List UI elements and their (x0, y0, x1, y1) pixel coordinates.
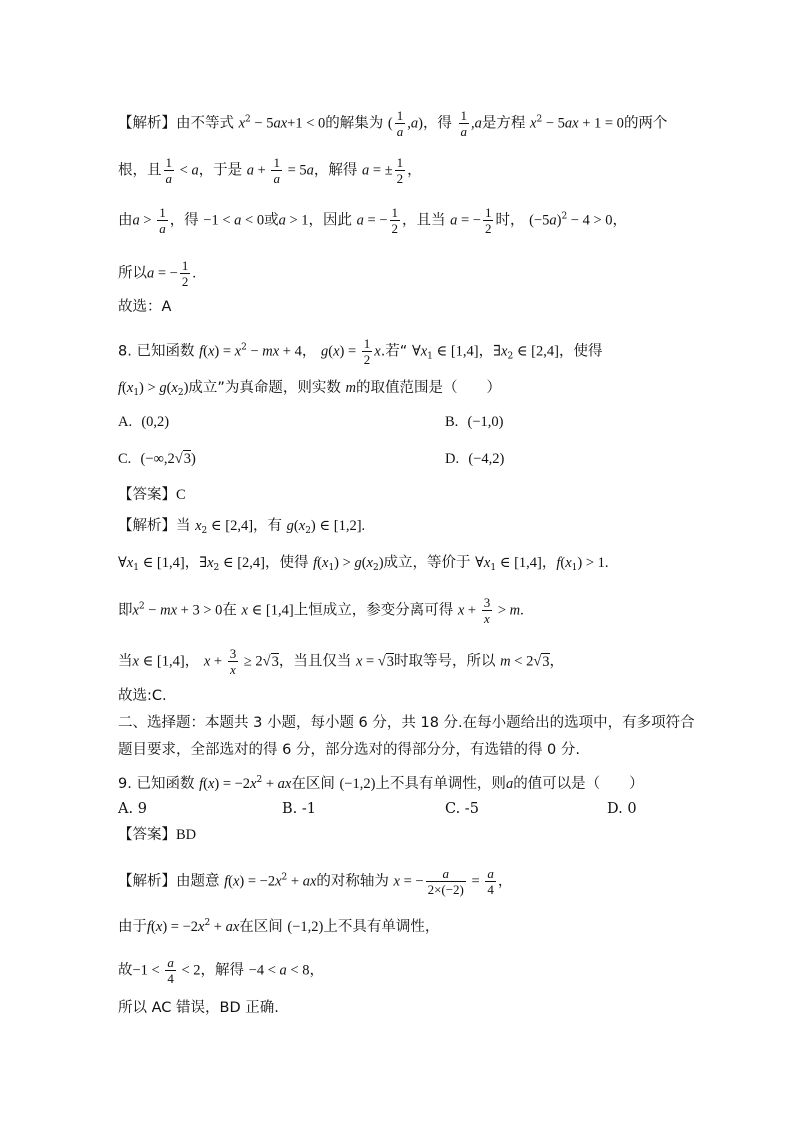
q8-option-b: B. (−1,0) (445, 414, 504, 430)
section-2-heading: 二、选择题：本题共 3 小题，每小题 6 分，共 18 分.在每小题给出的选项中，有多项符合 (118, 715, 695, 731)
q9-option-c: C. -5 (445, 801, 479, 817)
q9-option-a: A. 9 (118, 801, 147, 817)
choice-line-8: 故选:C. (118, 688, 167, 704)
explanation-9-line-3: 故−1 < $\frac{a}{4}$ < 2，解得 −4 < a < 8， (118, 955, 324, 986)
q8-option-d: D. (−4,2) (445, 451, 505, 467)
explanation-8-line-2: $\forall x_1$ ∈ [1,4]，$\exists x_2$ ∈ [2,4]，使得 $f(x_1) > g(x_2)$成立，等价于 $\forall x_1$ ∈ [1,4]，$f(x_1) > 1$. (118, 555, 609, 573)
solution-line-1: 【解析】由不等式 $x^2 - 5ax+1 < 0$的解集为 ( $\frac{1}{a}$ ,a)，得 $\frac{1}{a}$ ,a是方程 $x^2 - 5ax + 1 = 0$的两个 (118, 108, 668, 139)
solution-line-3: 由a > $\frac{1}{a}$ ，得 −1 < a < 0或a > 1，因此 a = − $\frac{1}{2}$ ，且当 a = − $\frac{1}{2}$ 时， $(-5a)^2 - 4 > 0$， (118, 205, 628, 236)
explanation-8-line-4: 当x ∈ [1,4]， x + $\frac{3}{x}$ ≥ 2√3，当且仅当 x = √3时取等号，所以 m < 2√3， (118, 646, 565, 677)
q9-option-d: D. 0 (607, 801, 637, 817)
answer-8: 【答案】C (118, 487, 186, 503)
q8-option-a: A. (0,2) (118, 414, 170, 430)
explanation-9-line-4: 所以 AC 错误，BD 正确. (118, 1000, 279, 1016)
question-9-stem: 9. 已知函数 $f(x) = -2x^2$ + ax在区间 (−1,2)上不具有单调性，则a的值可以是（ ） (118, 775, 644, 792)
explanation-8-line-1: 【解析】当 $x_2$ ∈ [2,4]，有 $g(x_2)$ ∈ [1,2]. (118, 518, 366, 536)
choice-line: 故选：A (118, 299, 172, 315)
question-8-stem-cont: $f(x_1) > g(x_2)$成立”为真命题，则实数 m的取值范围是（ ） (118, 380, 502, 398)
explanation-9-line-2: 由于$f(x) = -2x^2$ + ax在区间 (−1,2)上不具有单调性， (118, 918, 440, 935)
solution-line-2: 根，且 $\frac{1}{a}$ < a，于是 a + $\frac{1}{a}$ = 5a，解得 a = ± $\frac{1}{2}$ ， (118, 155, 422, 186)
solution-line-4: 所以a = − $\frac{1}{2}$ . (118, 258, 196, 289)
section-2-heading-cont: 题目要求，全部选对的得 6 分，部分选对的得部分分，有选错的得 0 分. (118, 742, 580, 758)
explanation-9-line-1: 【解析】由题意 $f(x) = -2x^2$ + ax的对称轴为 x = − $\frac{a}{2\times(-2)}$ = $\frac{a}{4}$ ， (118, 866, 513, 897)
analysis-tag: 【解析】 (118, 115, 176, 132)
q9-option-b: B. -1 (282, 801, 316, 817)
q8-option-c: C. (−∞,2√3) (118, 451, 196, 467)
answer-9: 【答案】BD (118, 827, 197, 843)
question-8-stem: 8. 已知函数 $f(x) = x^2$ − mx + 4， g(x) = $\frac{1}{2}$ x.若“ $\forall x_1$ ∈ [1,4]，$\exists x_2$ ∈ [2,4]，使得 (118, 336, 603, 367)
explanation-8-line-3: 即$x^2$ − mx + 3 > 0在 x ∈ [1,4]上恒成立，参变分离可得 x + $\frac{3}{x}$ > m. (118, 595, 524, 626)
